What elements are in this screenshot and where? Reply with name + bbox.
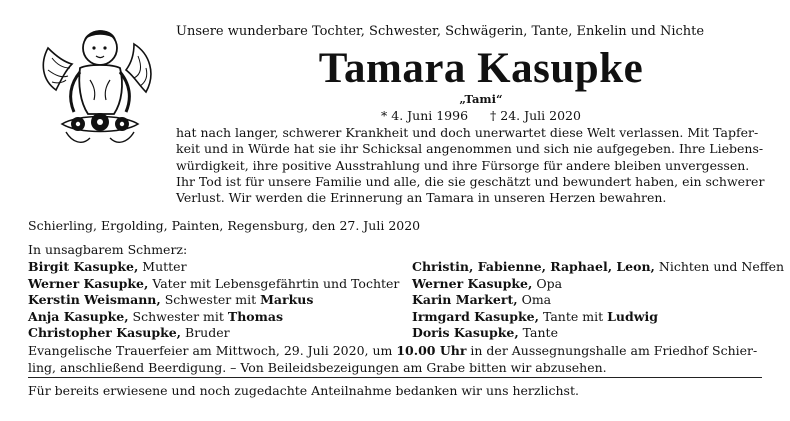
mourner-entry: [412, 325, 784, 342]
funeral-time: 10.00 Uhr: [396, 343, 467, 358]
mourner-entry: [28, 276, 399, 293]
mourner-relation: Tante mit: [538, 308, 608, 324]
mourner-name: Kerstin Weismann,: [28, 292, 161, 307]
mourner-relation: Schwester mit: [128, 308, 228, 324]
mourner-partner: Ludwig: [607, 308, 658, 324]
mourner-entry: [28, 325, 399, 342]
mourner-entry: [28, 309, 399, 326]
mourner-name: Doris Kasupke,: [412, 325, 519, 340]
mourner-relation: Bruder: [181, 325, 230, 340]
mourner-partner: Markus: [260, 292, 314, 307]
funeral-line: [28, 343, 768, 360]
divider-line: [28, 377, 762, 378]
mourner-entry: [412, 292, 784, 309]
mourner-entry: [412, 276, 784, 293]
mourner-relation: Tante: [518, 325, 558, 340]
mourner-relation: Opa: [532, 275, 563, 291]
mourner-relation: Oma: [517, 292, 552, 307]
mourner-name: Birgit Kasupke,: [28, 259, 139, 274]
death-date: † 24. Juli 2020: [490, 108, 581, 123]
mourner-entry: [28, 292, 399, 309]
mourner-relation: Mutter: [138, 259, 187, 274]
mourner-entry: [412, 259, 784, 276]
cherub-angel-icon: [38, 18, 160, 150]
nickname: „Tami“: [459, 92, 503, 106]
mourners-right-column: [412, 259, 784, 342]
funeral-text: in der Aussegnungshalle am Friedhof Schier-: [466, 343, 758, 358]
funeral-notice: [28, 343, 768, 376]
text-line: keit und in Würde hat sie ihr Schicksal angenommen und sich nie aufgegeben. Ihre Liebens-: [176, 141, 764, 157]
mourner-name: Irmgard Kasupke,: [412, 308, 539, 324]
mourner-name: Werner Kasupke,: [412, 275, 533, 291]
mourner-relation: Schwester mit: [160, 292, 261, 307]
text-line: Verlust. Wir werden die Erinnerung an Tamara in unseren Herzen bewahren.: [176, 190, 667, 206]
mourning-heading: In unsagbarem Schmerz:: [28, 242, 188, 257]
obituary-text: [176, 125, 766, 206]
deceased-name: Tamara Kasupke: [318, 45, 644, 92]
mourner-name: Christin, Fabienne, Raphael, Leon,: [412, 259, 655, 274]
mourner-name: Karin Markert,: [412, 292, 518, 307]
mourner-relation: Nichten und Neffen: [654, 259, 785, 274]
intro-line: Unsere wunderbare Tochter, Schwester, Schwägerin, Tante, Enkelin und Nichte: [176, 24, 705, 39]
thanks-line: Für bereits erwiesene und noch zugedachte Anteilnahme bedanken wir uns herzlichst.: [28, 383, 579, 398]
mourner-partner: Thomas: [227, 308, 283, 324]
place-date: Schierling, Ergolding, Painten, Regensburg, den 27. Juli 2020: [28, 218, 421, 233]
text-line: Ihr Tod ist für unsere Familie und alle, die sie geschätzt und bewundert haben, ein schwerer: [176, 173, 765, 189]
mourner-name: Anja Kasupke,: [28, 308, 129, 324]
text-line: würdigkeit, ihre positive Ausstrahlung und ihre Fürsorge für andere bleiben unvergessen.: [176, 157, 750, 173]
mourner-name: Christopher Kasupke,: [28, 325, 182, 340]
funeral-line: ling, anschließend Beerdigung. – Von Beileidsbezeigungen am Grabe bitten wir abzusehen.: [28, 359, 607, 375]
mourner-entry: [28, 259, 399, 276]
mourner-name: Werner Kasupke,: [28, 275, 149, 291]
life-dates: [176, 108, 786, 123]
funeral-text: Evangelische Trauerfeier am Mittwoch, 29. Juli 2020, um: [28, 343, 397, 358]
mourner-relation: Vater mit Lebensgefährtin und Tochter: [148, 275, 400, 291]
text-line: hat nach langer, schwerer Krankheit und doch unerwartet diese Welt verlassen. Mit Tapfer-: [176, 125, 759, 140]
birth-date: * 4. Juni 1996: [381, 108, 469, 123]
mourners-left-column: [28, 259, 399, 342]
mourner-entry: [412, 309, 784, 326]
